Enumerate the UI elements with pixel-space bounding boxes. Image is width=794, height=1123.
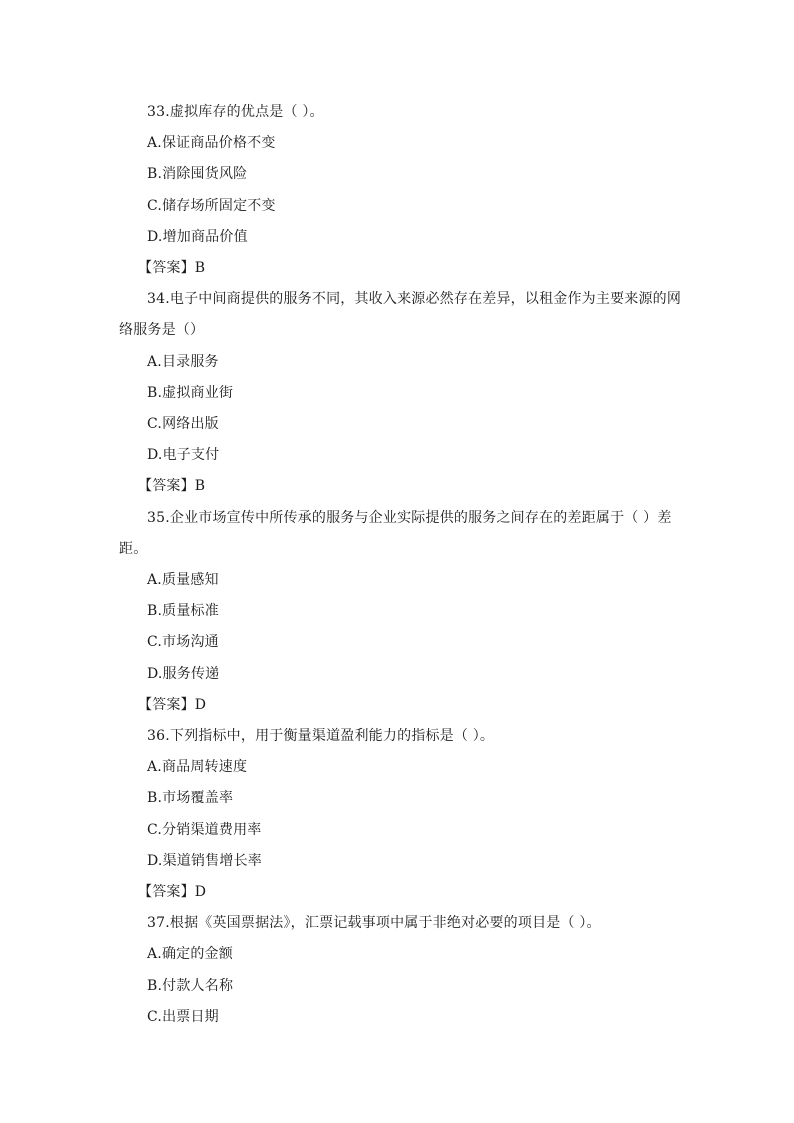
question-36-option-c: C.分销渠道费用率 <box>147 822 262 838</box>
question-35-option-c: C.市场沟通 <box>147 634 219 650</box>
question-36-stem: 36.下列指标中，用于衡量渠道盈利能力的指标是（ ）。 <box>147 728 495 744</box>
question-35-stem-continued: 距。 <box>119 541 148 557</box>
question-33-stem: 33.虚拟库存的优点是（ ）。 <box>147 104 324 120</box>
question-35-option-a: A.质量感知 <box>147 572 219 588</box>
question-33-answer: 【答案】B <box>138 260 206 276</box>
question-34-answer: 【答案】B <box>138 478 206 494</box>
question-37-option-a: A.确定的金额 <box>147 946 233 962</box>
question-34-option-a: A.目录服务 <box>147 354 219 370</box>
question-34-option-b: B.虚拟商业街 <box>147 385 234 401</box>
question-33-option-d: D.增加商品价值 <box>147 229 248 245</box>
question-37-option-b: B.付款人名称 <box>147 978 234 994</box>
question-37-option-c: C.出票日期 <box>147 1009 219 1025</box>
question-35-stem: 35.企业市场宣传中所传承的服务与企业实际提供的服务之间存在的差距属于（ ）差 <box>147 510 672 526</box>
question-36-option-d: D.渠道销售增长率 <box>147 853 262 869</box>
question-34-option-c: C.网络出版 <box>147 416 219 432</box>
question-33-option-c: C.储存场所固定不变 <box>147 198 276 214</box>
question-35-option-b: B.质量标准 <box>147 603 219 619</box>
question-33-option-a: A.保证商品价格不变 <box>147 135 276 151</box>
question-35-option-d: D.服务传递 <box>147 666 220 682</box>
question-33-option-b: B.消除囤货风险 <box>147 166 248 182</box>
question-36-option-b: B.市场覆盖率 <box>147 790 234 806</box>
question-36-option-a: A.商品周转速度 <box>147 759 248 775</box>
question-37-stem: 37.根据《英国票据法》，汇票记载事项中属于非绝对必要的项目是（ ）。 <box>147 915 601 931</box>
question-35-answer: 【答案】D <box>138 697 207 713</box>
question-36-answer: 【答案】D <box>138 884 207 900</box>
question-34-stem: 34.电子中间商提供的服务不同，其收入来源必然存在差异，以租金作为主要来源的网 <box>147 291 682 307</box>
question-34-option-d: D.电子支付 <box>147 447 220 463</box>
question-34-stem-continued: 络服务是（） <box>119 322 205 338</box>
